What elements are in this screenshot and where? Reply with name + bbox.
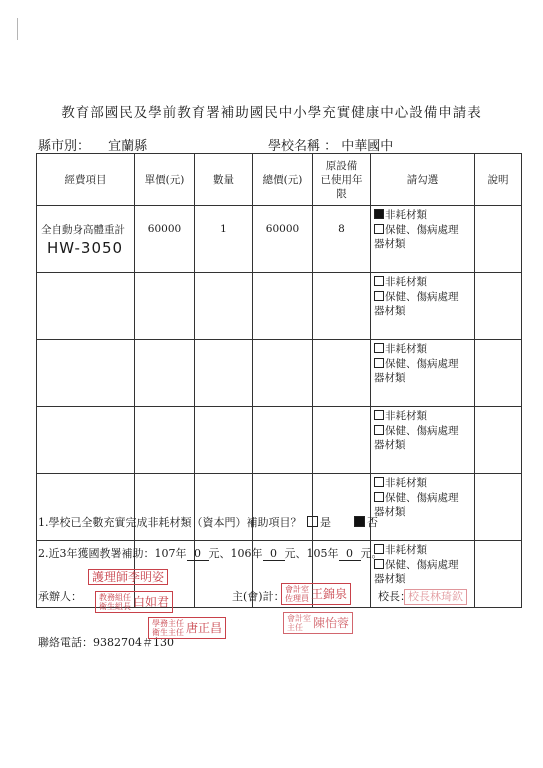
question-2-prefix: 2.近3年獲國教署補助：107年 (38, 547, 187, 560)
principal-label: 校長： (378, 590, 411, 603)
question-2 (38, 545, 383, 561)
cell-note (475, 206, 522, 273)
table-row (37, 474, 522, 541)
question-1 (38, 514, 378, 530)
cell-qty (195, 407, 253, 474)
accountant-label: 主(會)計： (232, 590, 285, 603)
health-equipment-checkbox[interactable] (374, 291, 384, 301)
cell-total (253, 273, 313, 340)
item-model: HW-3050 (47, 239, 124, 257)
accounting-office-stamp (283, 612, 353, 634)
subsidy-107[interactable]: 0 (187, 547, 209, 561)
health-equipment-checkbox[interactable] (374, 358, 384, 368)
school-field (268, 135, 393, 154)
non-consumable-checkbox[interactable] (374, 477, 384, 487)
cell-years (313, 340, 371, 407)
header-years-line1: 原設備 (325, 159, 358, 172)
table-row (37, 206, 522, 273)
header-years-line3: 限 (336, 187, 347, 200)
teacher-stamp-name: 白如君 (133, 595, 170, 609)
option-health-label-cont: 器材類 (374, 305, 406, 317)
option-non-consumable-label: 非耗材類 (385, 343, 427, 355)
table-row (37, 407, 522, 474)
health-equipment-checkbox[interactable] (374, 224, 384, 234)
cell-item (37, 273, 135, 340)
option-health-label: 保健、傷病處理 (385, 290, 459, 303)
cell-select (371, 474, 475, 541)
q1-yes-label: 是 (320, 516, 331, 529)
header-unit-price: 單價(元) (135, 154, 195, 206)
header-years-line2: 已使用年 (320, 173, 363, 186)
cell-years (313, 474, 371, 541)
cell-unit-price (135, 273, 195, 340)
table-header-row (37, 154, 522, 206)
cell-note (475, 340, 522, 407)
item-name: 全自動身高體重計 (41, 224, 125, 236)
option-health-label-cont: 器材類 (374, 238, 406, 250)
option-health-label-cont: 器材類 (374, 573, 406, 585)
handler-label: 承辦人： (38, 590, 82, 603)
director-stamp-line2: 衛生主任 (152, 628, 184, 637)
cell-years (313, 407, 371, 474)
option-non-consumable-label: 非耗材類 (385, 544, 427, 556)
scan-mark (17, 18, 18, 40)
header-total: 總價(元) (253, 154, 313, 206)
accountant-stamp-line1: 會計室 (285, 585, 309, 594)
subsidy-106[interactable]: 0 (263, 547, 285, 561)
cell-unit-price (135, 340, 195, 407)
cell-years (313, 273, 371, 340)
option-health-label: 保健、傷病處理 (385, 491, 459, 504)
option-health-label-cont: 器材類 (374, 439, 406, 451)
cell-note (475, 541, 522, 608)
q1-no-checkbox[interactable] (354, 516, 365, 527)
option-health-label-cont: 器材類 (374, 372, 406, 384)
cell-years: 8 (313, 206, 371, 273)
cell-qty: 1 (195, 206, 253, 273)
non-consumable-checkbox[interactable] (374, 343, 384, 353)
cell-total (253, 474, 313, 541)
option-health-label: 保健、傷病處理 (385, 357, 459, 370)
header-select: 請勾選 (371, 154, 475, 206)
form-title: 教育部國民及學前教育署補助國民中小學充實健康中心設備申請表 (61, 105, 482, 121)
teacher-stamp-line1: 教務組任 (99, 593, 131, 602)
accountant-stamp-name: 王錦泉 (311, 587, 348, 601)
phone-label: 聯絡電話： (38, 636, 93, 649)
teacher-stamp (95, 591, 173, 613)
county-label: 縣市別： (38, 139, 91, 154)
director-stamp (148, 617, 226, 639)
principal-stamp: 校長林琦欽 (404, 589, 467, 605)
q1-yes-checkbox[interactable] (307, 516, 318, 527)
q1-no-label: 否 (367, 516, 378, 529)
cell-note (475, 273, 522, 340)
phone-value: 9382704＃130 (93, 636, 174, 649)
health-equipment-checkbox[interactable] (374, 425, 384, 435)
option-non-consumable-label: 非耗材類 (385, 276, 427, 288)
header-item: 經費項目 (37, 154, 135, 206)
director-stamp-line1: 學務主任 (152, 619, 184, 628)
cell-total (253, 407, 313, 474)
cell-qty (195, 474, 253, 541)
question-1-text: 1.學校已全數充實完成非耗材類（資本門）補助項目？ (38, 516, 302, 529)
non-consumable-checkbox[interactable] (374, 209, 384, 219)
option-health-label-cont: 器材類 (374, 506, 406, 518)
table-row (37, 273, 522, 340)
equipment-table (36, 153, 522, 608)
cell-unit-price (135, 407, 195, 474)
question-2-mid2: 元、105年 (284, 547, 339, 560)
non-consumable-checkbox[interactable] (374, 276, 384, 286)
cell-total (253, 340, 313, 407)
cell-item (37, 206, 135, 273)
option-health-label: 保健、傷病處理 (385, 223, 459, 236)
director-stamp-name: 唐正昌 (186, 621, 223, 635)
cell-select (371, 206, 475, 273)
cell-item (37, 407, 135, 474)
accounting-office-stamp-name: 陳怡蓉 (313, 616, 350, 630)
option-non-consumable-label: 非耗材類 (385, 477, 427, 489)
option-health-label: 保健、傷病處理 (385, 424, 459, 437)
accounting-office-stamp-line1: 會計室 (287, 614, 311, 623)
cell-total: 60000 (253, 206, 313, 273)
header-qty: 數量 (195, 154, 253, 206)
cell-note (475, 474, 522, 541)
table-row (37, 340, 522, 407)
cell-note (475, 407, 522, 474)
cell-item (37, 340, 135, 407)
subsidy-105[interactable]: 0 (339, 547, 361, 561)
header-years-used (313, 154, 371, 206)
accountant-stamp-line2: 佐理員 (285, 594, 309, 603)
cell-item (37, 474, 135, 541)
cell-unit-price (135, 474, 195, 541)
option-non-consumable-label: 非耗材類 (385, 209, 427, 221)
accounting-office-stamp-line2: 主任 (287, 623, 303, 632)
cell-select (371, 273, 475, 340)
county-field (38, 135, 147, 154)
cell-select (371, 407, 475, 474)
school-label: 學校名稱 ： (268, 139, 338, 154)
health-equipment-checkbox[interactable] (374, 492, 384, 502)
cell-qty (195, 340, 253, 407)
cell-select (371, 340, 475, 407)
nurse-stamp: 護理師李明姿 (88, 569, 168, 585)
non-consumable-checkbox[interactable] (374, 410, 384, 420)
cell-qty (195, 273, 253, 340)
school-value: 中華國中 (341, 139, 394, 154)
accountant-stamp (281, 583, 351, 605)
option-health-label: 保健、傷病處理 (385, 558, 459, 571)
header-note: 說明 (475, 154, 522, 206)
option-non-consumable-label: 非耗材類 (385, 410, 427, 422)
question-2-mid1: 元、106年 (208, 547, 263, 560)
county-value: 宜蘭縣 (108, 139, 148, 154)
teacher-stamp-line2: 衛生組長 (99, 602, 131, 611)
cell-unit-price: 60000 (135, 206, 195, 273)
question-2-suffix: 元。 (360, 547, 383, 560)
